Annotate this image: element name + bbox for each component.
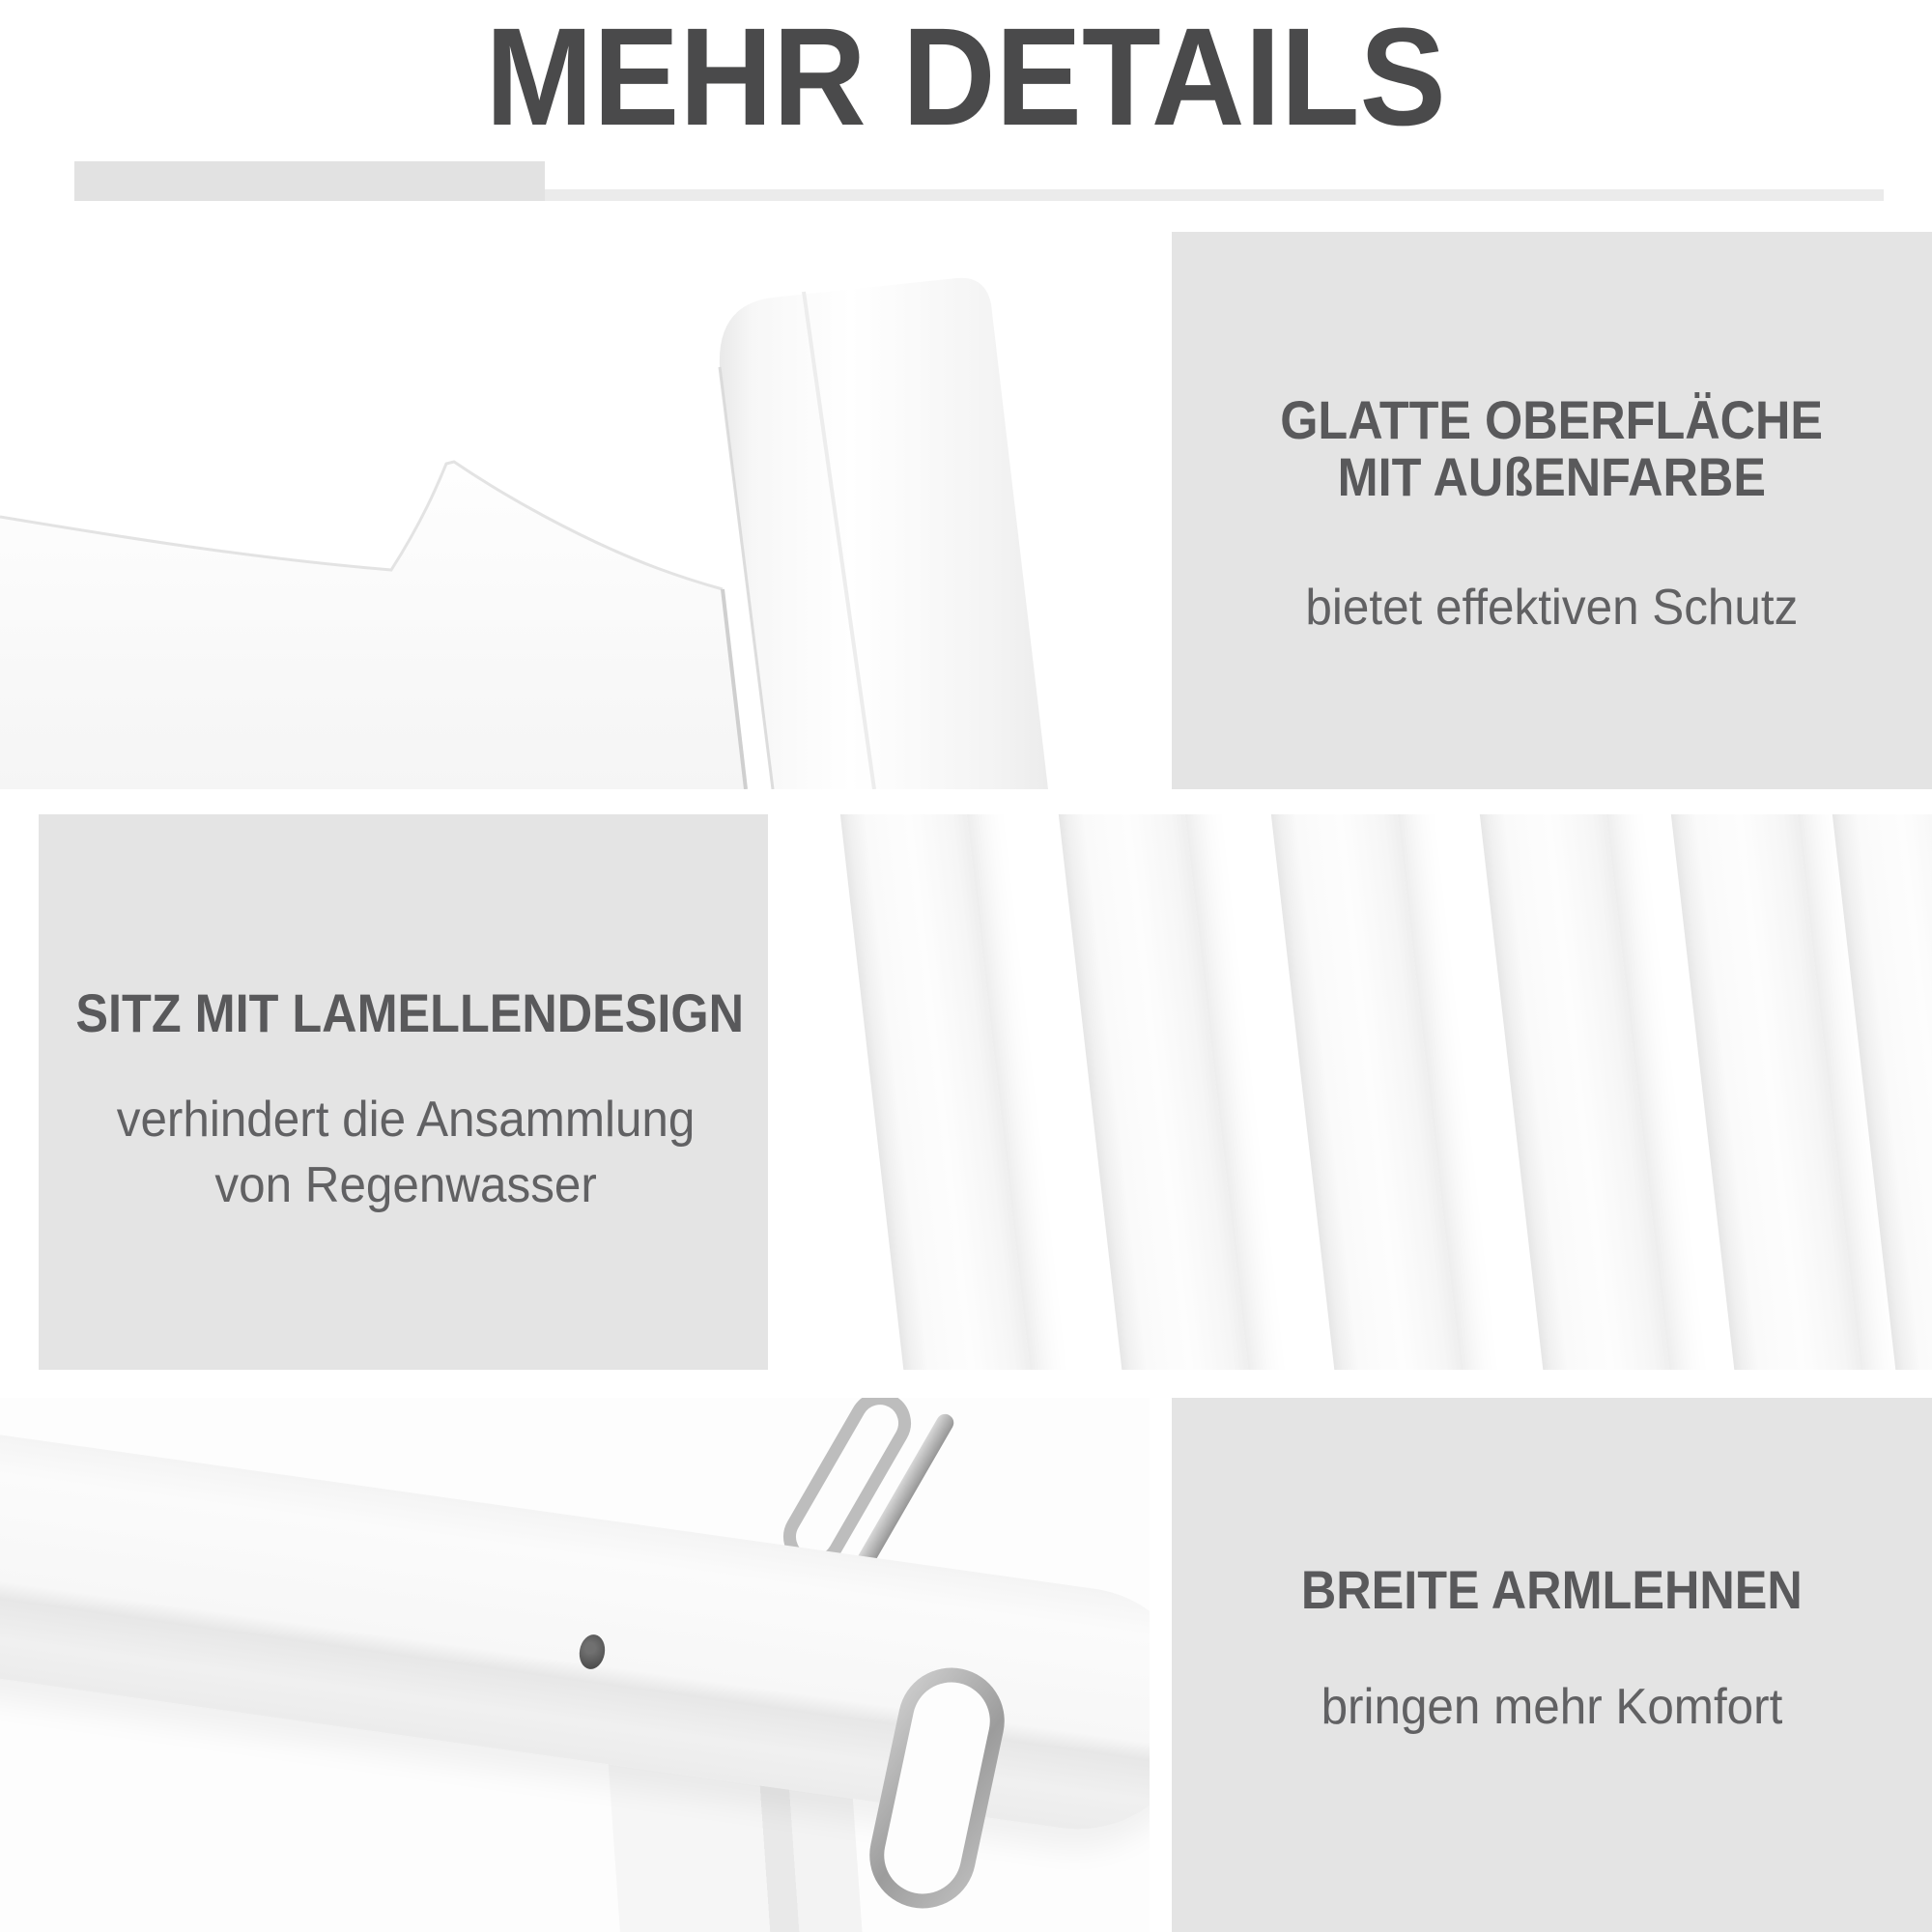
feature-box-armrest bbox=[1172, 1398, 1932, 1932]
seat-slat-4 bbox=[1473, 814, 1677, 1370]
feature-box-armrest-content bbox=[1172, 1559, 1932, 1740]
feature-box-surface-content bbox=[1172, 388, 1932, 640]
title-underline-block bbox=[74, 161, 545, 201]
feature-box-slats-content bbox=[39, 981, 773, 1219]
seat-slat-2 bbox=[1052, 814, 1256, 1370]
page-title-text: MEHR DETAILS bbox=[485, 0, 1447, 155]
feature-body-surface: bietet effektiven Schutz bbox=[1305, 579, 1799, 636]
feature-heading-surface bbox=[1172, 388, 1932, 507]
photo-armrest-chain bbox=[0, 1398, 1150, 1932]
feature-heading-armrest: BREITE ARMLEHNEN bbox=[1301, 1559, 1803, 1621]
feature-box-slats bbox=[39, 814, 773, 1370]
back-post-shape bbox=[720, 278, 1048, 789]
feature-body-armrest: bringen mehr Komfort bbox=[1321, 1679, 1783, 1736]
feature-body-slats: verhindert die Ansammlung von Regenwasser bbox=[116, 1092, 696, 1213]
back-panel-shape bbox=[0, 462, 746, 789]
feature-box-surface bbox=[1172, 232, 1932, 789]
photo-seat-slats bbox=[768, 814, 1932, 1370]
feature-heading-surface-line2: MIT AUßENFARBE bbox=[1337, 445, 1767, 507]
seat-slat-1 bbox=[834, 814, 1037, 1370]
feature-heading-surface-line1: GLATTE OBERFLÄCHE bbox=[1280, 388, 1824, 450]
seat-slat-5 bbox=[1664, 814, 1868, 1370]
photo-chair-back-corner bbox=[0, 232, 1150, 789]
seat-slat-3 bbox=[1264, 814, 1468, 1370]
chair-back-illustration bbox=[0, 232, 1150, 789]
title-underline-line bbox=[545, 189, 1884, 201]
feature-heading-slats: SITZ MIT LAMELLENDESIGN bbox=[75, 981, 745, 1043]
page-title bbox=[0, 0, 1932, 155]
